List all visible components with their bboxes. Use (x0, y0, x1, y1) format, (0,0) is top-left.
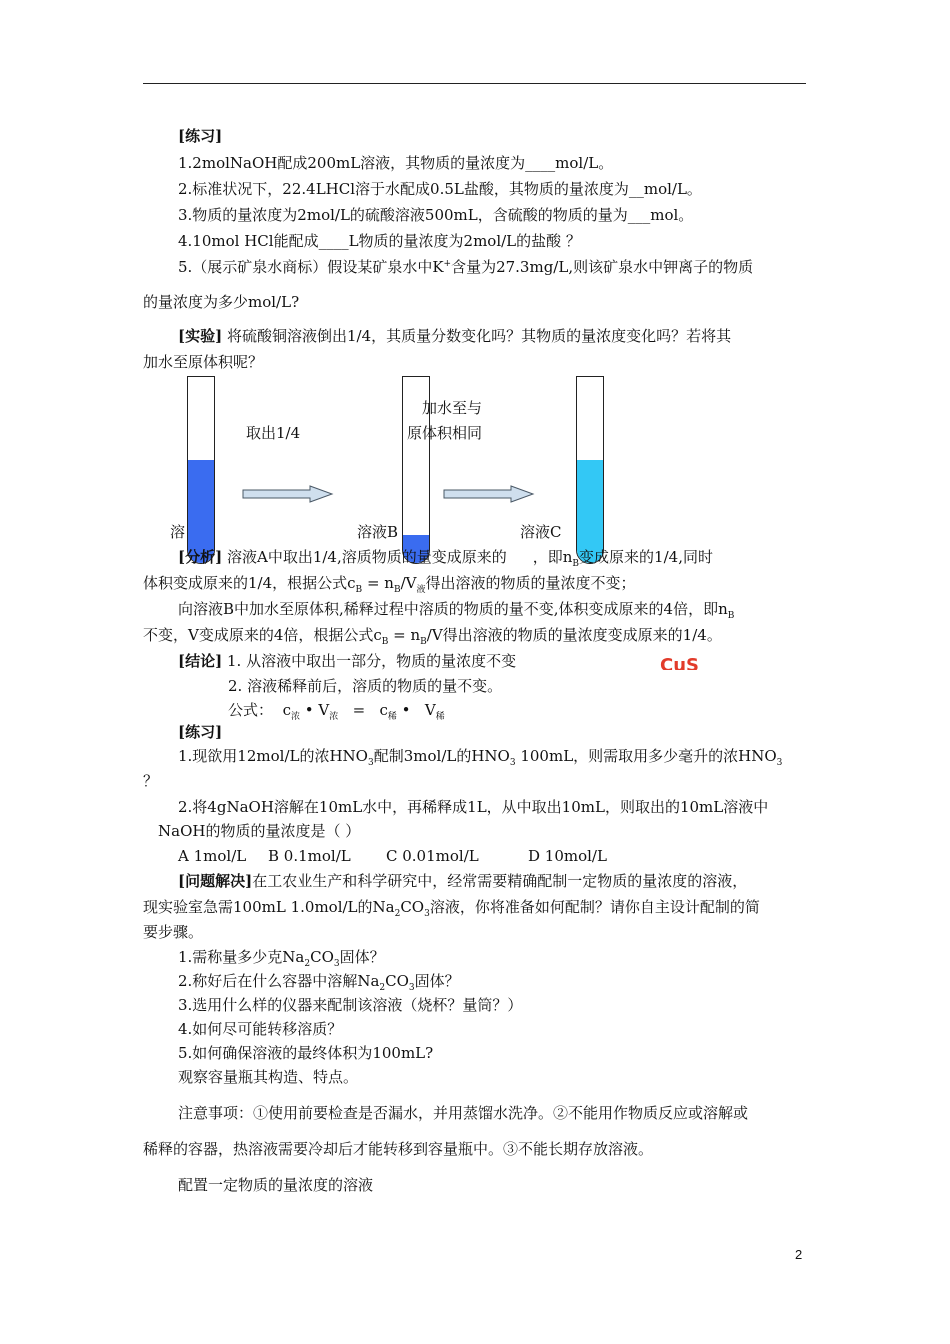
stray-cus-mark: CuS (660, 656, 699, 670)
problem-line-3: 要步骤。 (143, 923, 204, 941)
arrow-2-label-line-2: 原体积相同 (407, 424, 483, 442)
problem-line-1: [问题解决]在工农业生产和科学研究中，经常需要精确配制一定物质的量浓度的溶液， (178, 872, 748, 890)
conclusion-line-2: 2. 溶液稀释前后，溶质的物质的量不变。 (228, 677, 503, 695)
analysis-line-2: 体积变成原来的1/4，根据公式$c_B = n_B/V_液$得出溶液的物质的量浓度不变； (143, 574, 636, 595)
analysis-line-1: [分析] 溶液A中取出1/4,溶质物质的量变成原来的 ，即$n_B$变成原来的1/4,同时 (178, 548, 713, 569)
step-4: 4.如何尽可能转移溶质？ (178, 1020, 343, 1038)
analysis-line-4: 不变，V变成原来的4倍，根据公式$c_B = n_B/V$得出溶液的物质的量浓度变成原来的1/4。 (143, 626, 722, 647)
experiment-line-2: 加水至原体积呢？ (143, 353, 264, 371)
step-5: 5.如何确保溶液的最终体积为100mL? (178, 1044, 434, 1062)
practice-item-5-cont: 的量浓度为多少mol/L? (143, 293, 300, 311)
option-b: B 0.1mol/L (268, 847, 351, 865)
conclusion-line-1: [结论] 1. 从溶液中取出一部分，物质的量浓度不变 (178, 652, 517, 670)
experiment-line-1: [实验] 将硫酸铜溶液倒出1/4，其质量分数变化吗？其物质的量浓度变化吗？若将其 (178, 327, 732, 345)
notes-line-2: 稀释的容器，热溶液需要冷却后才能转移到容量瓶中。③不能长期存放溶液。 (143, 1140, 654, 1158)
test-tube-c (576, 376, 604, 564)
option-a: A 1mol/L (178, 847, 247, 865)
arrow-right-icon (443, 485, 535, 503)
arrow-2-label-line-1: 加水至与 (422, 399, 483, 417)
test-tube-a (187, 376, 215, 564)
tube-a-label: 溶 (170, 523, 186, 541)
practice-item-4: 4.10mol HCl能配成____L物质的量浓度为2mol/L的盐酸 ？ (178, 232, 581, 250)
option-d: D 10mol/L (528, 847, 607, 865)
practice-item-3: 3.物质的量浓度为2mol/L的硫酸溶液500mL，含硫酸的物质的量为___mol。 (178, 206, 694, 224)
option-c: C 0.01mol/L (386, 847, 479, 865)
practice-item-2: 2.标准状况下，22.4LHCl溶于水配成0.5L盐酸，其物质的量浓度为__mol/L。 (178, 180, 702, 198)
step-2: 2.称好后在什么容器中溶解$Na_2CO_3$固体？ (178, 972, 460, 993)
practice-item-5: 5.（展示矿泉水商标）假设某矿泉水中K+含量为27.3mg/L,则该矿泉水中钾离子的物质 (178, 258, 754, 276)
practice-item-1: 1.2molNaOH配成200mL溶液，其物质的量浓度为____mol/L。 (178, 154, 614, 172)
step-1: 1.需称量多少克$Na_2CO_3$固体？ (178, 948, 385, 969)
practice2-q2-cont: NaOH的物质的量浓度是（ ） (158, 822, 361, 840)
practice2-q1-cont: ？ (143, 772, 159, 790)
conclusion-formula: 公式： $c_浓$ • $V_浓$ = $c_稀$ • $V_稀$ (228, 701, 445, 722)
tube-c-label: 溶液C (520, 523, 562, 541)
arrow-1-label: 取出1/4 (246, 424, 301, 442)
practice2-q1: 1.现欲用12mol/L的浓$HNO_3$配制3mol/L的$HNO_3$ 100mL，则需取用多少毫升的浓$HNO_3$ (178, 747, 783, 768)
analysis-line-3: 向溶液B中加水至原体积,稀释过程中溶质的物质的量不变,体积变成原来的4倍，即$n_B$ (178, 600, 735, 621)
tube-b-label: 溶液B (357, 523, 399, 541)
practice2-heading: [练习] (178, 723, 223, 741)
final-heading: 配置一定物质的量浓度的溶液 (178, 1176, 374, 1194)
arrow-right-icon (242, 485, 334, 503)
notes-line-1: 注意事项：①使用前要检查是否漏水，并用蒸馏水洗净。②不能用作物质反应或溶解或 (178, 1104, 749, 1122)
page-number: 2 (795, 1247, 803, 1262)
step-3: 3.选用什么样的仪器来配制该溶液（烧杯？量筒？） (178, 996, 523, 1014)
observe-line: 观察容量瓶其构造、特点。 (178, 1068, 359, 1086)
problem-line-2: 现实验室急需100mL 1.0mol/L的$Na_2CO_3$溶液，你将准备如何配制？请你自主设计配制的简 (143, 898, 760, 919)
practice-heading: [练习] (178, 127, 223, 145)
header-rule (143, 83, 806, 84)
practice2-q2: 2.将4gNaOH溶解在10mL水中，再稀释成1L，从中取出10mL，则取出的10mL溶液中 (178, 798, 769, 816)
